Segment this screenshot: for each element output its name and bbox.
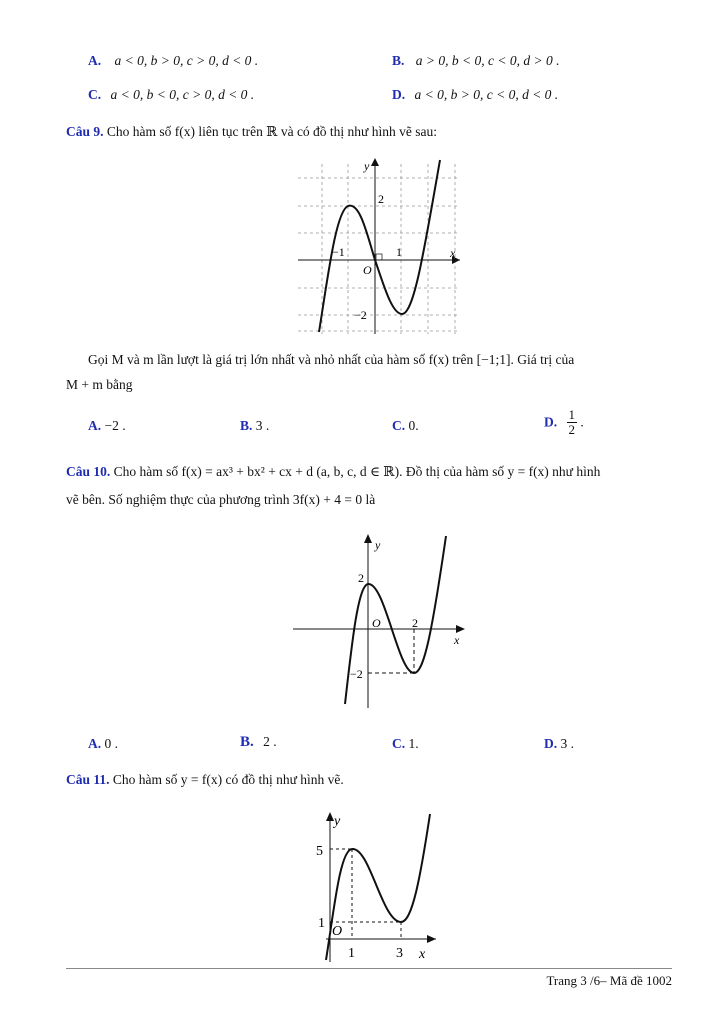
- q10-option-b[interactable]: [240, 734, 277, 751]
- option-d-prev[interactable]: [392, 87, 558, 103]
- q10-option-a[interactable]: [88, 736, 118, 752]
- option-label: C.: [392, 736, 406, 751]
- origin-label: O: [372, 616, 381, 630]
- tick-2: 2: [378, 192, 384, 206]
- axis-label-y: y: [364, 159, 370, 173]
- footer-divider: [66, 968, 672, 969]
- option-label: D.: [392, 87, 406, 102]
- option-text: −2 .: [104, 418, 126, 433]
- tick-1-y: 1: [318, 916, 325, 931]
- q9-option-b[interactable]: [240, 418, 269, 434]
- axis-label-x: x: [419, 947, 426, 962]
- option-text: 3 .: [255, 418, 270, 433]
- axis-label-x: x: [454, 633, 460, 647]
- question-9-stem: [66, 124, 437, 140]
- tick-5: 5: [316, 844, 323, 859]
- q10-option-c[interactable]: [392, 736, 419, 752]
- question-label: Câu 11.: [66, 772, 110, 787]
- tick-1: 1: [396, 245, 402, 259]
- question-text: Cho hàm số y = f(x) có đồ thị như hình vẽ.: [112, 772, 344, 787]
- option-suffix: .: [580, 414, 584, 430]
- tick-neg2: −2: [350, 667, 363, 681]
- option-text: 1.: [408, 736, 419, 751]
- option-text: 3 .: [560, 736, 574, 751]
- page-footer: Trang 3 /6– Mã đề 1002: [546, 973, 672, 988]
- option-label: C.: [88, 87, 102, 102]
- option-label: B.: [392, 53, 405, 68]
- q9-option-a[interactable]: [88, 418, 126, 434]
- fraction-denominator: 2: [568, 422, 575, 437]
- tick-3: 3: [396, 946, 403, 961]
- option-label: A.: [88, 736, 102, 751]
- fraction-numerator: 1: [568, 407, 575, 422]
- origin-label: O: [363, 263, 372, 277]
- option-label: A.: [88, 418, 102, 433]
- option-label: C.: [392, 418, 406, 433]
- option-text: 0 .: [104, 736, 118, 751]
- tick-neg1: −1: [332, 245, 345, 259]
- option-label: A.: [88, 53, 102, 68]
- q9-body-2: M + m bằng: [66, 377, 133, 392]
- option-label: B.: [240, 418, 253, 433]
- origin-label: O: [332, 924, 343, 939]
- option-label: B.: [240, 734, 254, 750]
- q9-graph: [292, 156, 464, 336]
- option-c-prev[interactable]: [88, 87, 254, 103]
- option-b-prev[interactable]: [392, 53, 559, 69]
- option-text: a > 0, b < 0, c < 0, d > 0 .: [415, 53, 560, 68]
- q10-option-d[interactable]: [544, 736, 574, 752]
- fraction: [567, 408, 578, 437]
- option-text: a < 0, b > 0, c < 0, d < 0 .: [414, 87, 559, 102]
- question-label: Câu 9.: [66, 124, 104, 139]
- tick-2-y: 2: [358, 571, 364, 585]
- question-11-stem: [66, 772, 344, 788]
- q9-body-1: Gọi M và m lần lượt là giá trị lớn nhất và nhỏ nhất của hàm số f(x) trên [−1;1]. Giá trị của: [88, 352, 575, 367]
- q10-graph: [290, 532, 470, 710]
- axis-label-y: y: [334, 814, 341, 829]
- option-text: 2 .: [263, 734, 277, 749]
- q11-graph: [312, 810, 438, 964]
- q9-option-d[interactable]: [544, 408, 584, 437]
- option-label: D.: [544, 736, 558, 751]
- option-a-prev[interactable]: [88, 53, 258, 69]
- axis-label-x: x: [450, 246, 456, 260]
- option-text: a < 0, b > 0, c > 0, d < 0 .: [114, 53, 259, 68]
- question-label: Câu 10.: [66, 464, 111, 479]
- tick-1-x: 1: [348, 946, 355, 961]
- question-10-stem-1: [66, 464, 600, 480]
- question-10-stem-2: vẽ bên. Số nghiệm thực của phương trình 3f(x) + 4 = 0 là: [66, 492, 376, 507]
- option-text: a < 0, b < 0, c > 0, d < 0 .: [110, 87, 255, 102]
- tick-2-x: 2: [412, 616, 418, 630]
- option-label: D.: [544, 414, 558, 430]
- question-text: Cho hàm số f(x) = ax³ + bx² + cx + d (a, b, c, d ∈ ℝ). Đồ thị của hàm số y = f(x) như hình: [113, 464, 601, 479]
- question-text: Cho hàm số f(x) liên tục trên ℝ và có đồ thị như hình vẽ sau:: [106, 124, 437, 139]
- option-text: 0.: [408, 418, 419, 433]
- q9-option-c[interactable]: [392, 418, 419, 434]
- axis-label-y: y: [375, 538, 381, 552]
- tick-neg2: −2: [354, 308, 367, 322]
